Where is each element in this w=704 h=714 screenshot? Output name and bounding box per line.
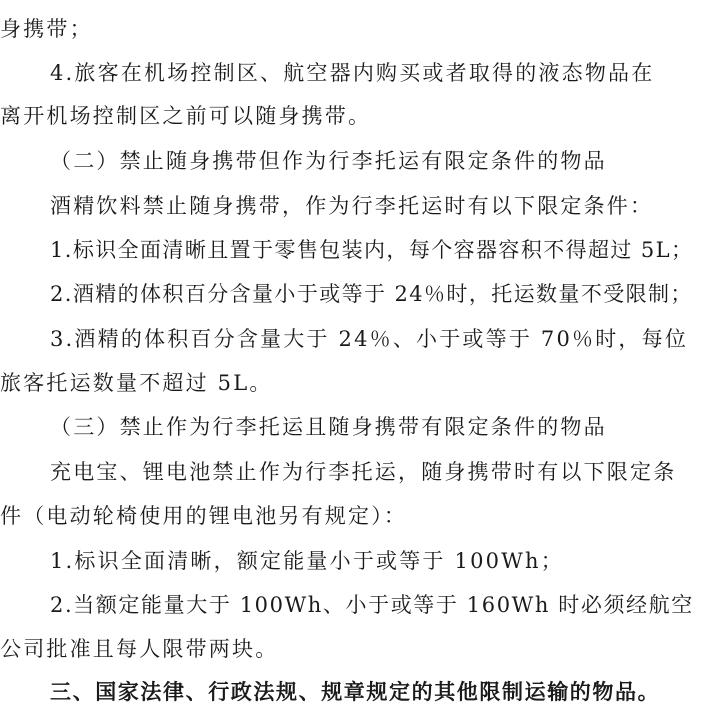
- text-line-5: 酒精饮料禁止随身携带，作为行李托运时有以下限定条件：: [50, 194, 654, 218]
- text-line-7: 2.酒精的体积百分含量小于或等于 24％时，托运数量不受限制；: [50, 282, 693, 306]
- section-heading-3: （三）禁止作为行李托运且随身携带有限定条件的物品: [50, 415, 607, 439]
- text-line-1: 身携带；: [0, 17, 93, 41]
- text-line-2: 4.旅客在机场控制区、航空器内购买或者取得的液态物品在: [50, 61, 655, 85]
- text-line-9: 旅客托运数量不超过 5L。: [0, 371, 273, 395]
- text-line-13: 1.标识全面清晰，额定能量小于或等于 100Wh；: [50, 549, 564, 573]
- text-line-6: 1.标识全面清晰且置于零售包装内，每个容器容积不得超过 5L；: [50, 238, 694, 262]
- text-line-3: 离开机场控制区之前可以随身携带。: [0, 104, 372, 128]
- text-line-11: 充电宝、锂电池禁止作为行李托运，随身携带时有以下限定条: [50, 460, 677, 484]
- section-heading-2: （二）禁止随身携带但作为行李托运有限定条件的物品: [50, 149, 607, 173]
- section-heading-three: 三、国家法律、行政法规、规章规定的其他限制运输的物品。: [50, 679, 661, 704]
- text-line-14: 2.当额定能量大于 100Wh、小于或等于 160Wh 时必须经航空: [50, 593, 694, 617]
- text-line-12: 件（电动轮椅使用的锂电池另有规定）：: [0, 504, 408, 528]
- text-line-15: 公司批准且每人限带两块。: [0, 637, 279, 661]
- text-line-8: 3.酒精的体积百分含量大于 24％、小于或等于 70％时，每位: [50, 327, 689, 351]
